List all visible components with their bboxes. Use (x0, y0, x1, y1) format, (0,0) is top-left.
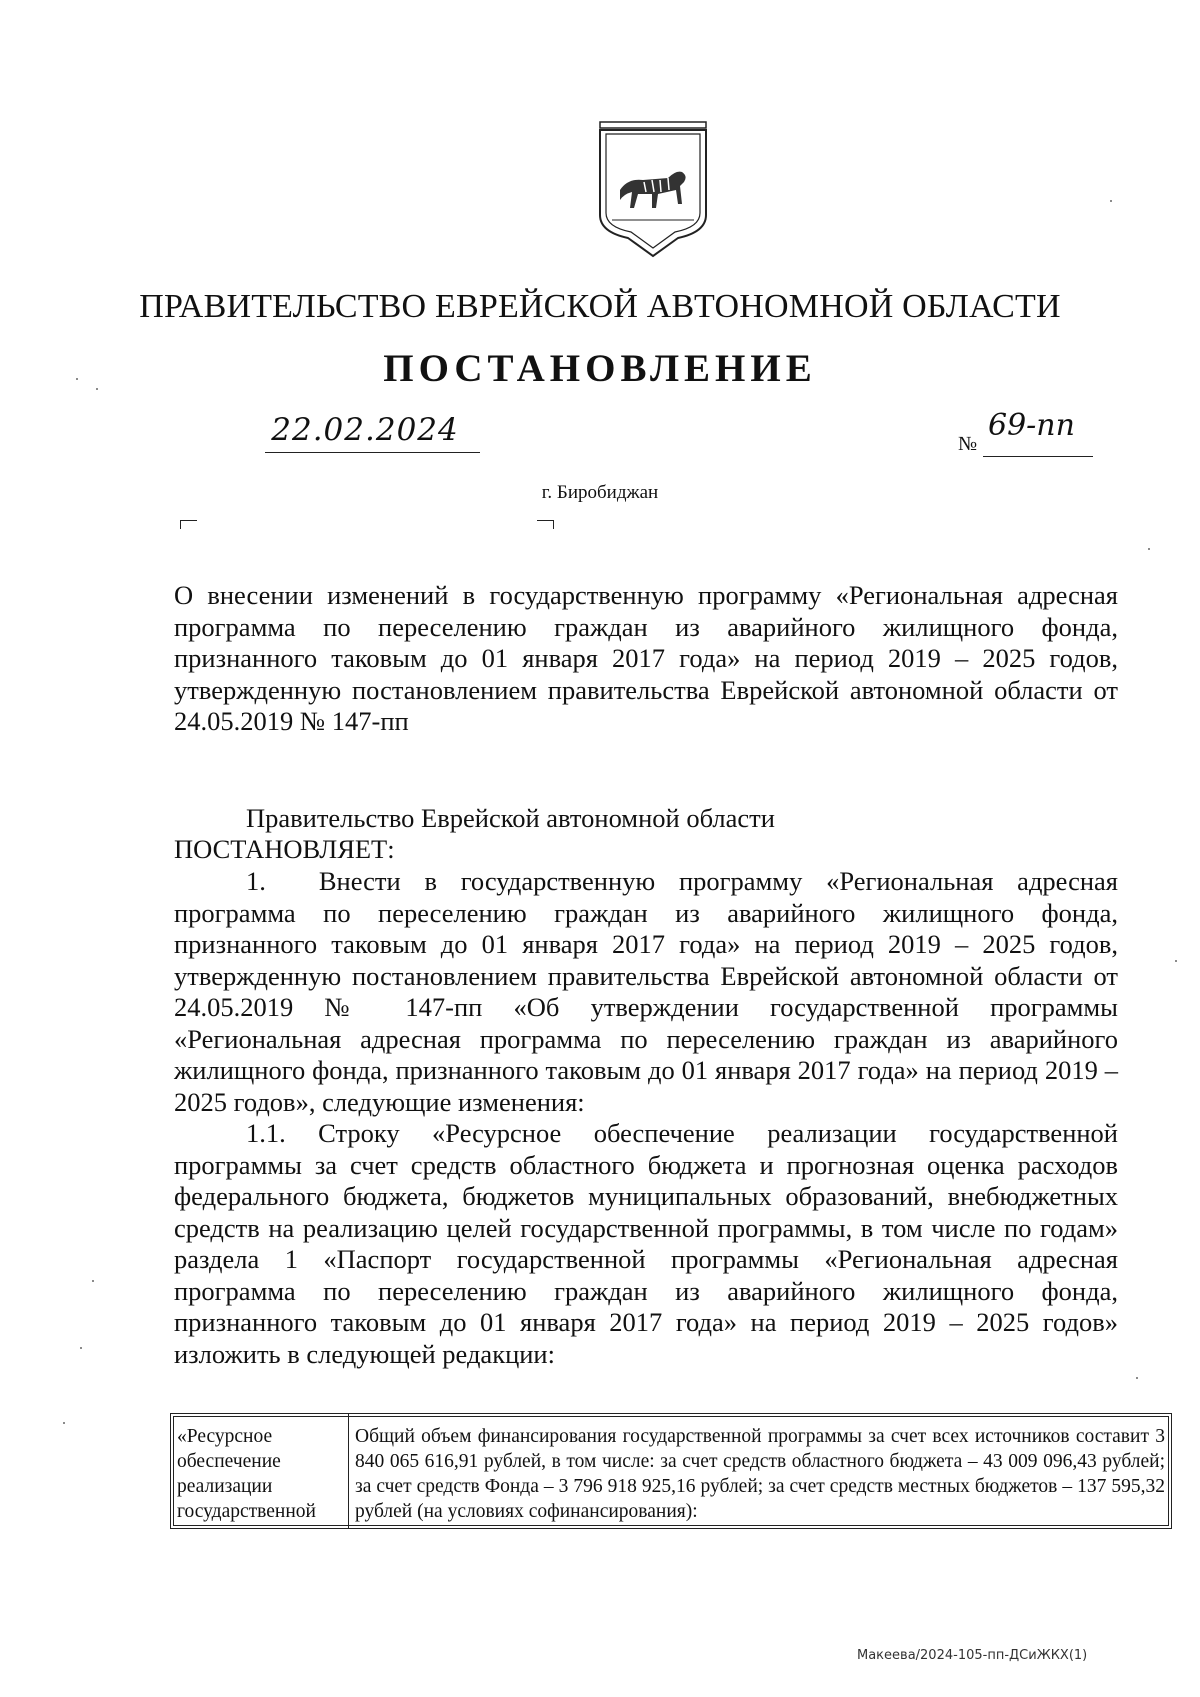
table-cell-value: Общий объем финансирования государственной программы за счет всех источников составит 3 840 065 616,91 рублей, в том числе: за счет средств областного бюджета – 43 009 096,43 рублей; за счет средств Фонда – 3 796 918 925,16 рублей; за счет средств местных бюджетов – 137 595,32 рублей (на условиях софинансирования): (349, 1414, 1172, 1529)
decree-word: ПОСТАНОВЛЯЕТ: (174, 834, 395, 864)
scan-speck (1110, 200, 1112, 202)
scan-speck (1136, 1377, 1138, 1379)
subject-corner-right (537, 520, 554, 529)
scan-speck (92, 1280, 94, 1282)
handwritten-date: 22.02.2024 (271, 412, 459, 448)
table-cell-label: «Ресурсное обеспечение реализации государственной (171, 1414, 349, 1529)
scan-speck (63, 1422, 65, 1424)
document-type-title: ПОСТАНОВЛЕНИЕ (383, 347, 817, 390)
city-name: г. Биробиджан (541, 482, 659, 503)
scan-speck (80, 1347, 82, 1349)
paragraph-1-1: 1.1. Строку «Ресурсное обеспечение реализации государственной программы за счет средств областного бюджета и прогнозная оценка расходов федерального бюджета, бюджетов муниципальных образований, внебюджетных средств на реализацию целей государственной программы, в том числе по годам» раздела 1 «Паспорт государственной программы «Региональная адресная программа по переселению граждан из аварийного жилищного фонда, признанного таковым до 01 января 2017 года» на период 2019 – 2025 годов» изложить в следующей редакции: (174, 1118, 1118, 1369)
number-underline (983, 456, 1093, 457)
document-subject: О внесении изменений в государственную программу «Региональная адресная программа по переселению граждан из аварийного жилищного фонда, признанного таковым до 01 января 2017 года» на период 2019 – 2025 годов, утвержденную постановлением правительства Еврейской автономной области от 24.05.2019 № 147-пп (174, 580, 1118, 736)
handwritten-number: 69-пп (988, 408, 1075, 443)
scan-speck (76, 378, 78, 380)
tiger-coat-of-arms-icon (598, 120, 708, 260)
subject-corner-left (180, 520, 197, 529)
scan-speck (1148, 548, 1150, 550)
issuing-body-line: Правительство Еврейской автономной области (246, 803, 775, 833)
government-title: ПРАВИТЕЛЬСТВО ЕВРЕЙСКОЙ АВТОНОМНОЙ ОБЛАСТИ (139, 288, 1061, 325)
funding-table (170, 1413, 1172, 1529)
number-label: № (958, 433, 978, 455)
document-code: Макеева/2024-105-пп-ДСиЖКХ(1) (857, 1648, 1088, 1663)
scan-speck (1175, 960, 1177, 962)
paragraph-1: 1. Внести в государственную программу «Региональная адресная программа по переселению граждан из аварийного жилищного фонда, признанного таковым до 01 января 2017 года» на период 2019 – 2025 годов, утвержденную постановлением правительства Еврейской автономной области от 24.05.2019 № 147-пп «Об утверждении государственной программы «Региональная адресная программа по переселению граждан из аварийного жилищного фонда, признанного таковым до 01 января 2017 года» на период 2019 – 2025 годов», следующие изменения: (174, 866, 1118, 1117)
scan-speck (96, 388, 98, 390)
date-underline (265, 452, 480, 453)
table-row (171, 1414, 1172, 1529)
